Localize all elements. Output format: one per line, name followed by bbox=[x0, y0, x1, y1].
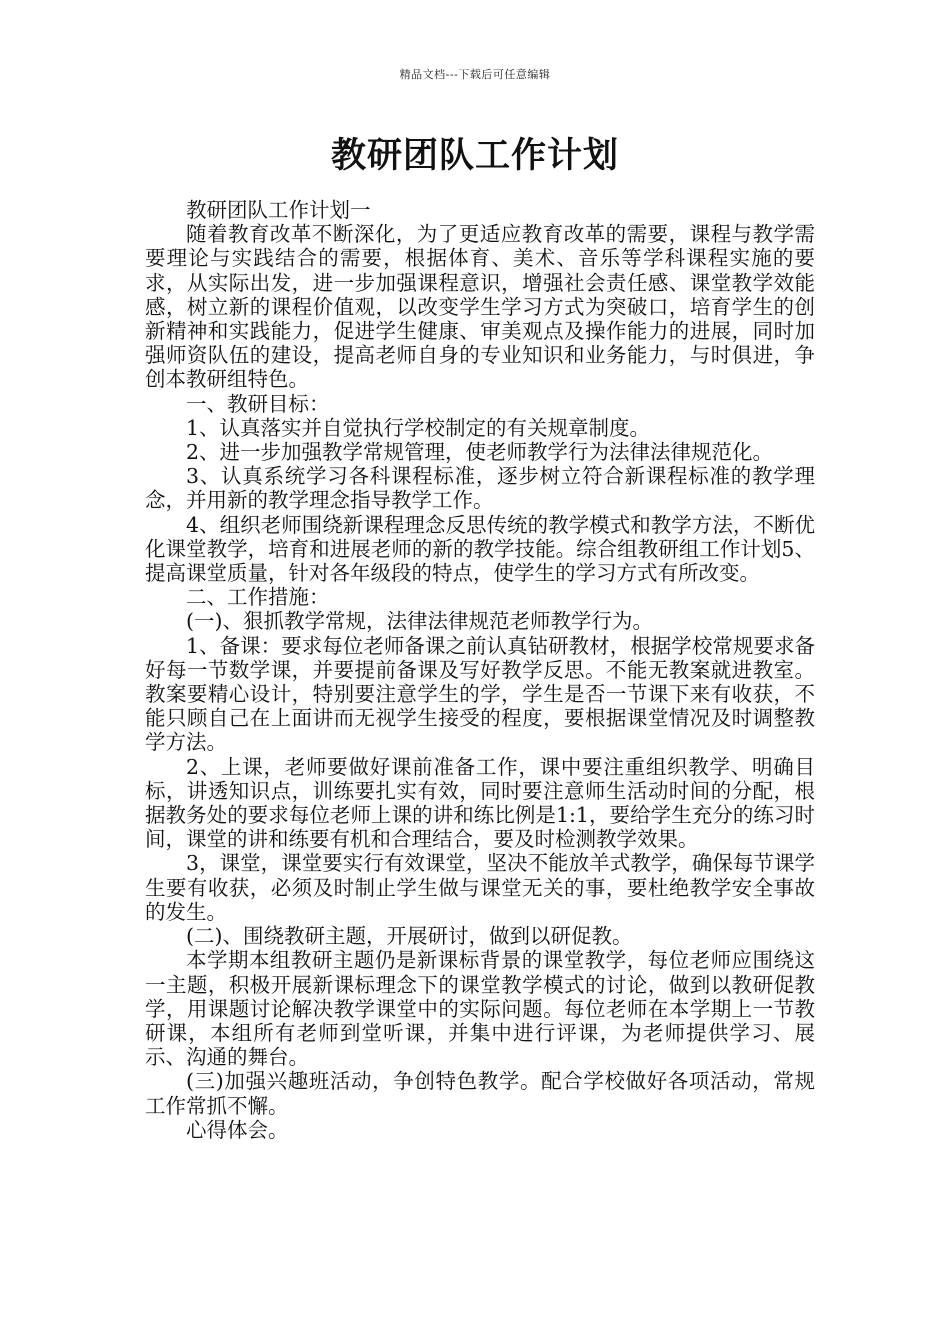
document-body bbox=[145, 198, 815, 1142]
subsection-heading-3: (三)加强兴趣班活动，争创特色教学。配合学校做好各项活动，常规工作常抓不懈。 bbox=[145, 1069, 815, 1118]
section-heading-goals: 一、教研目标： bbox=[186, 391, 330, 416]
subsection-heading-2: (二)、围绕教研主题，开展研讨，做到以研促教。 bbox=[186, 924, 633, 949]
goal-item-1: 1、认真落实并自觉执行学校制定的有关规章制度。 bbox=[186, 415, 651, 440]
paragraph-subtitle: 教研团队工作计划一 bbox=[186, 198, 371, 222]
measure-item-prep: 1、备课：要求每位老师备课之前认真钻研教材，根据学校常规要求备好每一节数学课，并要提前备课及写好教学反思。不能无教案就进教室。教案要精心设计，特别要注意学生的学，学生是否一节课下来有收获，不能只顾自己在上面讲而无视学生接受的程度，要根据课堂情况及时调整教学方法。 bbox=[145, 633, 815, 755]
document-title: 教研团队工作计划 bbox=[330, 136, 619, 176]
paragraph-closing: 心得体会。 bbox=[186, 1117, 289, 1142]
goal-item-4: 4、组织老师围绕新课程理念反思传统的教学模式和教学方法，不断优化课堂教学，培育和进展老师的新的教学技能。综合组教研组工作计划5、提高课堂质量，针对各年级段的特点，使学生的学习方式有所改变。 bbox=[145, 512, 815, 586]
goal-item-2: 2、进一步加强教学常规管理，使老师教学行为法律法律规范化。 bbox=[186, 440, 774, 465]
header-note: 精品文档---下载后可任意编辑 bbox=[399, 68, 551, 81]
paragraph-research-theme: 本学期本组教研主题仍是新课标背景的课堂教学，每位老师应围绕这一主题，积极开展新课标理念下的课堂教学模式的讨论，做到以教研促教学，用课题讨论解决教学课堂中的实际问题。每位老师在本学期上一节教研课，本组所有老师到堂听课，并集中进行评课，为老师提供学习、展示、沟通的舞台。 bbox=[145, 948, 815, 1070]
goal-item-3: 3、认真系统学习各科课程标准，逐步树立符合新课程标准的教学理念，并用新的教学理念指导教学工作。 bbox=[145, 464, 815, 513]
section-heading-measures: 二、工作措施： bbox=[186, 585, 330, 610]
paragraph-intro: 随着教育改革不断深化，为了更适应教育改革的需要，课程与教学需要理论与实践结合的需要，根据体育、美术、音乐等学科课程实施的要求，从实际出发，进一步加强课程意识，增强社会责任感、课堂教学效能感，树立新的课程价值观，以改变学生学习方式为突破口，培育学生的创新精神和实践能力，促进学生健康、审美观点及操作能力的进展，同时加强师资队伍的建设，提高老师自身的专业知识和业务能力，与时俱进，争创本教研组特色。 bbox=[145, 222, 815, 392]
measure-item-class: 2、上课，老师要做好课前准备工作，课中要注重组织教学、明确目标，讲透知识点，训练要扎实有效，同时要注意师生活动时间的分配，根据教务处的要求每位老师上课的讲和练比例是1:1，要给学生充分的练习时间，课堂的讲和练要有机和合理结合，要及时检测教学效果。 bbox=[145, 754, 815, 852]
measure-item-effective: 3，课堂，课堂要实行有效课堂，坚决不能放羊式教学，确保每节课学生要有收获，必须及时制止学生做与课堂无关的事，要杜绝教学安全事故的发生。 bbox=[145, 851, 815, 924]
subsection-heading-1: (一)、狠抓教学常规，法律法律规范老师教学行为。 bbox=[186, 609, 653, 634]
